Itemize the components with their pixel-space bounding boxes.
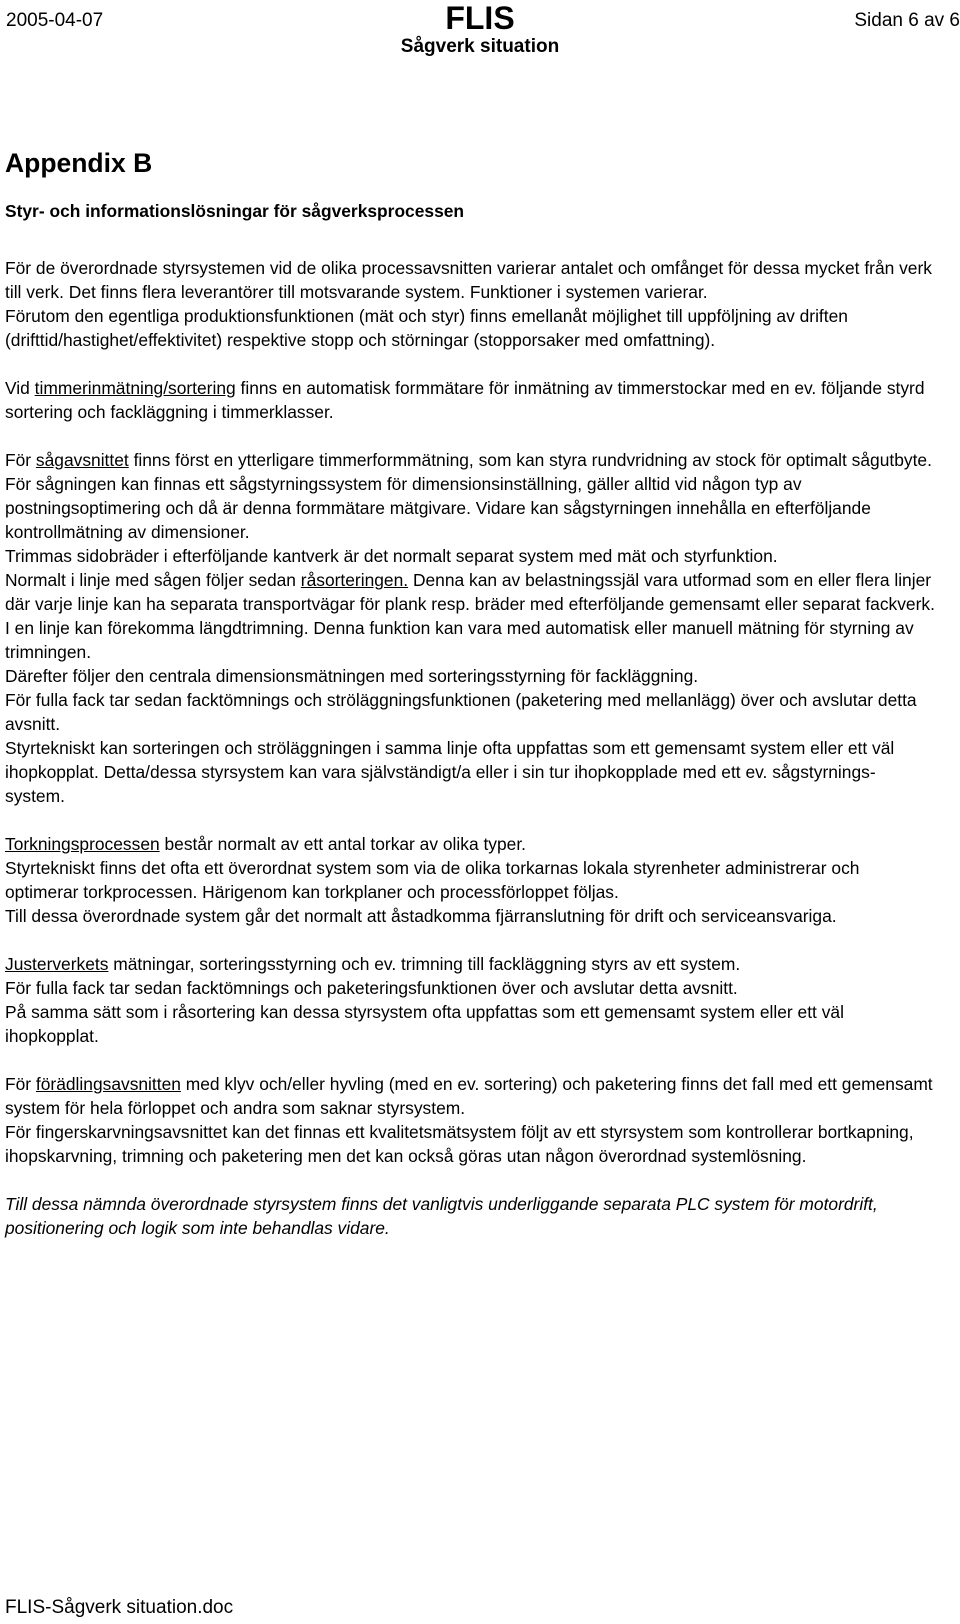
underlined-term: Torkningsprocessen (5, 834, 160, 854)
paragraph-edger: Trimmas sidobräder i efterföljande kantverk är det normalt separat system med mät och styrfunktion. (5, 546, 778, 566)
paragraph-production: Förutom den egentliga produktionsfunktionen (mät och styr) finns emellanåt möjlighet till uppföljning av driften (drifttid/hastighet/effektivitet) respektive stopp och störningar (stopporsaker med omfattning). (5, 306, 848, 350)
paragraph-dimension-measurement: Därefter följer den centrala dimensionsmätningen med sorteringsstyrning för fackläggning. (5, 666, 699, 686)
header-center (0, 0, 960, 58)
paragraph-shared-system: På samma sätt som i råsortering kan dessa styrsystem ofta uppfattas som ett gemensamt system eller ett väl ihopkopplat. (5, 1002, 844, 1046)
underlined-term: förädlingsavsnitten (35, 1074, 181, 1094)
paragraph-packaging: För fulla fack tar sedan facktömnings och paketeringsfunktionen över och avslutar detta avsnitt. (5, 978, 738, 998)
underlined-term: råsorteringen. (300, 570, 409, 590)
paragraph-stacking: För fulla fack tar sedan facktömnings och ströläggningsfunktionen (paketering med mellanlägg) över och avslutar detta avsnitt. (5, 690, 917, 734)
paragraph-intro: För de överordnade styrsystemen vid de olika processavsnitten varierar antalet och omfånget för dessa mycket från verk till verk. Det finns flera leverantörer till motsvarande system. Funktioner i systemen varierar. (5, 258, 932, 302)
header-subtitle: Sågverk situation (400, 36, 560, 57)
header-date: 2005-04-07 (6, 10, 104, 31)
paragraph-drying: Torkningsprocessen består normalt av ett antal torkar av olika typer. (5, 834, 527, 854)
paragraph-saw-section: För sågavsnittet finns först en ytterligare timmerformmätning, som kan styra rundvridning av stock för optimalt sågutbyte. För sågningen kan finnas ett sågstyrningssystem för dimensionsinställning, gäller alltid vid någon typ av postningsoptimering och då är denna formmätare mätgivare. Vidare kan sågstyrningen innehålla en efterföljande kontrollmätning av dimensioner. (5, 450, 932, 542)
paragraph-refining: För förädlingsavsnitten med klyv och/eller hyvling (med en ev. sortering) och paketering finns det fall med ett gemensamt system för hela förloppet och andra som saknar styrsystem. (5, 1074, 933, 1118)
document-body (5, 148, 935, 1240)
appendix-heading: Appendix B (5, 148, 153, 178)
header-page-number: Sidan 6 av 6 (854, 10, 960, 31)
paragraph-remote-access: Till dessa överordnade system går det normalt att åstadkomma fjärranslutning för drift och serviceansvariga. (5, 906, 837, 926)
paragraph-control-systems: Styrtekniskt kan sorteringen och ströläggningen i samma linje ofta uppfattas som ett gemensamt system eller ett väl ihopkopplat. Detta/dessa styrsystem kan vara självständigt/a eller i sin tur ihopkopplade med ett ev. sågstyrnings-system. (5, 738, 895, 806)
paragraph-planer-mill: Justerverkets mätningar, sorteringsstyrning och ev. trimning till fackläggning styrs av ett system. (5, 954, 741, 974)
underlined-term: Justerverkets (5, 954, 109, 974)
section-subheading: Styr- och informationslösningar för sågverksprocessen (5, 201, 465, 221)
header-title: FLIS (445, 0, 515, 36)
underlined-term: timmerinmätning/sortering (34, 378, 236, 398)
underlined-term: sågavsnittet (35, 450, 129, 470)
paragraph-plc-note: Till dessa nämnda överordnade styrsystem finns det vanligtvis underliggande separata PLC system för motordrift, positionering och logik som inte behandlas vidare. (5, 1194, 878, 1238)
paragraph-green-sorting: Normalt i linje med sågen följer sedan råsorteringen. Denna kan av belastningssjäl vara utformad som en eller flera linjer där varje linje kan ha separata transportvägar för plank resp. bräder med efterföljande gemensamt eller separat fackverk. (5, 570, 935, 614)
paragraph-timber-measurement: Vid timmerinmätning/sortering finns en automatisk formmätare för inmätning av timmerstockar med en ev. följande styrd sortering och fackläggning i timmerklasser. (5, 378, 925, 422)
page-footer: FLIS-Sågverk situation.doc (5, 1597, 234, 1618)
paragraph-kiln-control: Styrtekniskt finns det ofta ett överordnat system som via de olika torkarnas lokala styrenheter administrerar och optimerar torkprocessen. Härigenom kan torkplaner och processförloppet följas. (5, 858, 860, 902)
paragraph-finger-jointing: För fingerskarvningsavsnittet kan det finnas ett kvalitetsmätsystem följt av ett styrsystem som kontrollerar bortkapning, ihopskarvning, trimning och paketering men det kan också göras utan någon överordnad systemlösning. (5, 1122, 914, 1166)
paragraph-trimming: I en linje kan förekomma längdtrimning. Denna funktion kan vara med automatisk eller manuell mätning för styrning av trimningen. (5, 618, 914, 662)
